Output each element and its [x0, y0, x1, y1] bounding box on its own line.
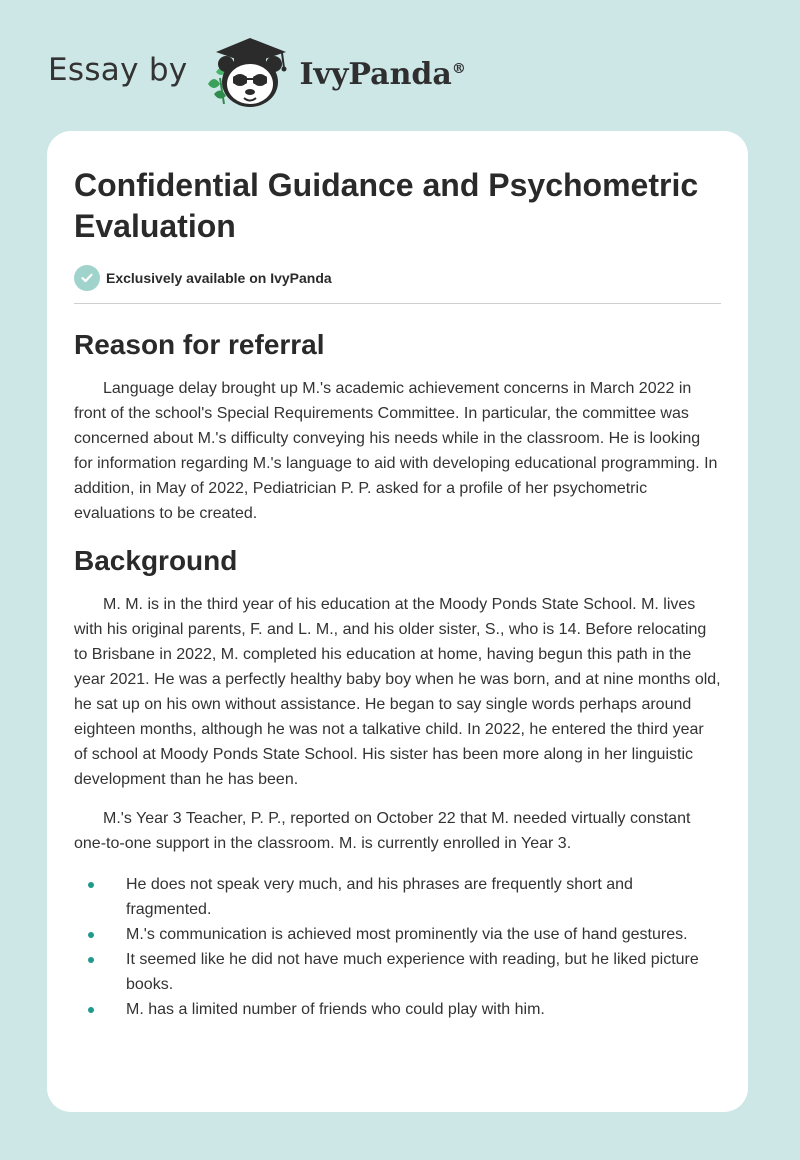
bullet-icon — [88, 882, 94, 888]
list-item: He does not speak very much, and his phrases are frequently short and fragmented. — [74, 872, 721, 922]
exclusive-badge — [74, 265, 721, 291]
bullet-icon — [88, 1007, 94, 1013]
bullet-icon — [88, 957, 94, 963]
section-background — [74, 544, 721, 1022]
paragraph: M.'s Year 3 Teacher, P. P., reported on October 22 that M. needed virtually constant one-to-one support in the classroom. M. is currently enrolled in Year 3. — [74, 810, 691, 852]
bullet-icon — [88, 932, 94, 938]
brand-name[interactable]: IvyPanda® — [299, 56, 466, 92]
registered-mark: ® — [451, 60, 466, 77]
check-icon — [74, 265, 100, 291]
site-header — [48, 34, 466, 110]
list-item: M. has a limited number of friends who could play with him. — [74, 997, 721, 1022]
section-heading: Reason for referral — [74, 329, 325, 360]
essay-title: Confidential Guidance and Psychometric Evaluation — [74, 167, 699, 244]
essay-by-label: Essay by — [48, 52, 188, 88]
essay-card — [47, 131, 748, 1112]
paragraph: M. M. is in the third year of his education at the Moody Ponds State School. M. lives with his original parents, F. and L. M., and his older sister, S., who is 14. Before relocating to Brisbane in 2022, M. completed his education at home, having begun this path in the year 2021. He was a perfectly healthy baby boy when he was born, and at nine months old, he sat up on his own without assistance. He began to say single words perhaps around eighteen months, although he was not a talkative child. In 2022, he entered the third year of school at Moody Ponds State School. His sister has been more along in her linguistic development than he has been. — [74, 596, 721, 788]
paragraph: Language delay brought up M.'s academic achievement concerns in March 2022 in front of the school's Special Requirements Committee. In particular, the committee was concerned about M.'s difficulty conveying his needs while in the classroom. He is looking for information regarding M.'s language to aid with developing educational programming. In addition, in May of 2022, Pediatrician P. P. asked for a profile of her psychometric evaluations to be created. — [74, 380, 718, 522]
divider — [74, 303, 721, 304]
section-heading: Background — [74, 545, 238, 576]
list-item: M.'s communication is achieved most prominently via the use of hand gestures. — [74, 922, 721, 947]
exclusive-label: Exclusively available on IvyPanda — [106, 270, 332, 286]
list-item: It seemed like he did not have much experience with reading, but he liked picture books. — [74, 947, 721, 997]
section-reason-for-referral — [74, 328, 721, 526]
observation-list — [74, 872, 721, 1022]
panda-graduate-logo-icon[interactable] — [204, 34, 296, 110]
